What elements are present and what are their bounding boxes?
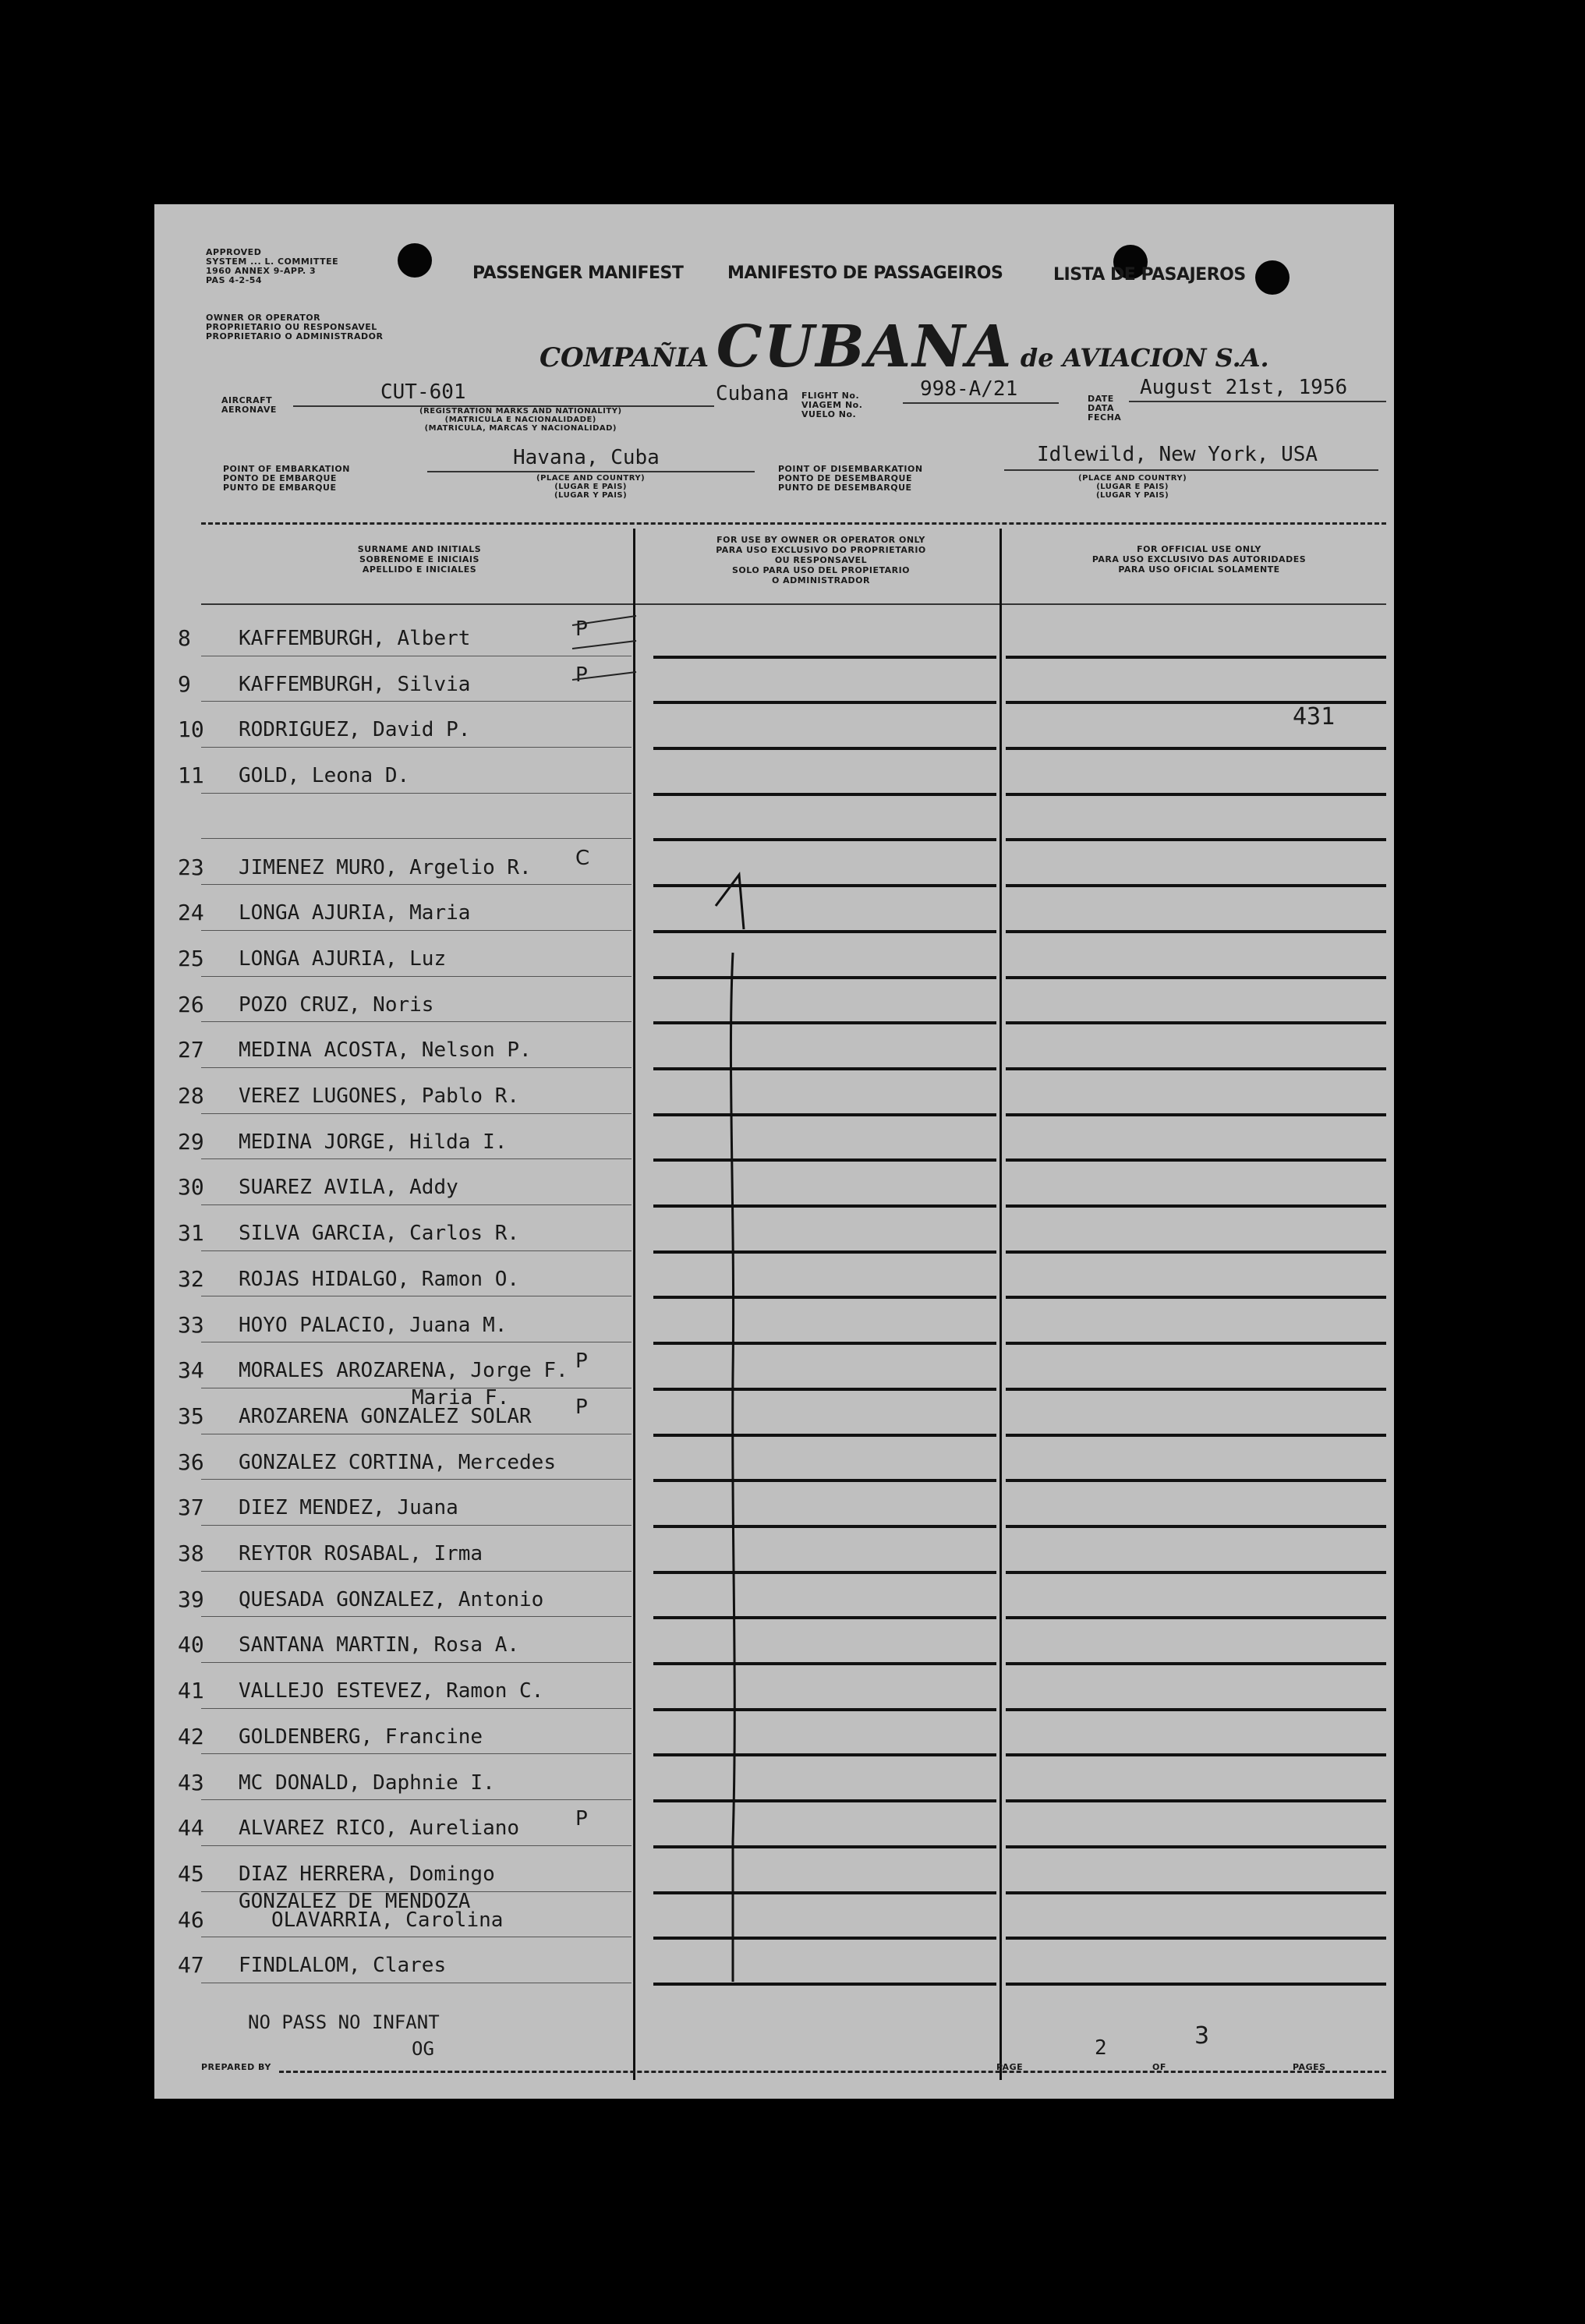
title-en: PASSENGER MANIFEST	[472, 264, 684, 283]
flight-value: 998-A/21	[920, 377, 1018, 401]
disembark-label: POINT OF DISEMBARKATION	[778, 464, 923, 474]
ditto-line	[731, 953, 734, 1982]
page-total: 3	[1194, 2022, 1210, 2050]
col-head-line: PARA USO EXCLUSIVO DO PROPRIETARIO	[716, 545, 926, 555]
approval-line: SYSTEM ... L. COMMITTEE	[206, 256, 339, 267]
place-sub-line: (LUGAR E PAIS)	[554, 483, 627, 491]
row-name: MORALES AROZARENA, Jorge F.	[239, 1359, 568, 1383]
row-mark: P	[575, 663, 588, 687]
row-number: 27	[178, 1037, 204, 1063]
row-number: 11	[178, 762, 204, 789]
row-number: 30	[178, 1174, 204, 1201]
official-note: 431	[1293, 703, 1336, 730]
row-number: 9	[178, 670, 191, 697]
row-mark: C	[575, 846, 590, 870]
row-number: 41	[178, 1678, 204, 1704]
owner-label: PROPRIETARIO OU RESPONSAVEL	[206, 322, 377, 332]
aircraft-label: AIRCRAFT	[221, 395, 273, 405]
row-name-above: GONZALEZ DE MENDOZA	[239, 1889, 471, 1913]
row-name: KAFFEMBURGH, Albert	[239, 627, 471, 650]
approval-line: APPROVED	[206, 247, 262, 257]
row-name: QUESADA GONZALEZ, Antonio	[239, 1587, 544, 1611]
pages-label: PAGES	[1293, 2062, 1326, 2072]
row-name: HOYO PALACIO, Juana M.	[239, 1313, 508, 1337]
row-mark: P	[575, 1807, 588, 1831]
row-mark: P	[575, 617, 588, 641]
row-number: 46	[178, 1906, 204, 1933]
row-name: MEDINA JORGE, Hilda I.	[239, 1130, 508, 1154]
row-number: 34	[178, 1357, 204, 1384]
date-label: DATE	[1088, 394, 1114, 404]
row-name: MC DONALD, Daphnie I.	[239, 1770, 495, 1795]
approval-line: 1960 ANNEX 9-APP. 3	[206, 266, 317, 276]
row-number: 37	[178, 1495, 204, 1521]
embark-value: Havana, Cuba	[513, 446, 660, 469]
row-name: LONGA AJURIA, Luz	[239, 946, 447, 971]
aircraft-sub-line: (REGISTRATION MARKS AND NATIONALITY)	[419, 407, 622, 416]
row-number: 47	[178, 1952, 204, 1979]
row-number: 29	[178, 1128, 204, 1155]
place-sub-line: (LUGAR Y PAIS)	[1095, 491, 1169, 500]
row-name: GOLDENBERG, Francine	[239, 1724, 483, 1749]
col-head-line: SOBRENOME E INICIAIS	[359, 554, 479, 564]
row-name: SILVA GARCIA, Carlos R.	[239, 1222, 520, 1246]
prepared-label: PREPARED BY	[201, 2062, 271, 2072]
disembark-label: PONTO DE DESEMBARQUE	[778, 473, 912, 483]
title-pt: MANIFESTO DE PASSAGEIROS	[727, 264, 1003, 283]
row-mark: P	[575, 1395, 588, 1419]
disembark-value: Idlewild, New York, USA	[1037, 443, 1318, 466]
place-sub-line: (LUGAR E PAIS)	[1096, 483, 1169, 491]
row-number: 24	[178, 900, 204, 926]
row-name: GOLD, Leona D.	[239, 764, 410, 788]
handwritten-marks	[154, 204, 1394, 2099]
manifest-sheet	[154, 204, 1394, 2099]
row-number: 32	[178, 1265, 204, 1292]
row-name: DIEZ MENDEZ, Juana	[239, 1496, 458, 1520]
row-name: DIAZ HERRERA, Domingo	[239, 1862, 495, 1886]
title-es: LISTA DE PASAJEROS	[1053, 265, 1246, 285]
col-head-line: SOLO PARA USO DEL PROPIETARIO	[731, 565, 911, 575]
flight-label: VUELO No.	[801, 409, 857, 419]
aircraft-sub-line: (MATRICULA E NACIONALIDADE)	[444, 416, 596, 424]
row-number: 39	[178, 1586, 204, 1612]
row-number: 38	[178, 1540, 204, 1566]
row-mark: P	[575, 1349, 588, 1374]
col-head-line: APELLIDO E INICIALES	[362, 564, 477, 575]
airline-short: Cubana	[716, 382, 789, 405]
owner-label: PROPRIETARIO O ADMINISTRADOR	[206, 331, 384, 341]
row-name: AROZARENA GONZALEZ SOLAR	[239, 1404, 532, 1428]
row-number: 8	[178, 625, 191, 651]
row-name: VALLEJO ESTEVEZ, Ramon C.	[239, 1679, 544, 1703]
owner-label: OWNER OR OPERATOR	[206, 313, 321, 323]
col-head-line: O ADMINISTRADOR	[771, 575, 871, 585]
row-name: ROJAS HIDALGO, Ramon O.	[239, 1267, 520, 1291]
page-label: PAGE	[996, 2062, 1024, 2072]
embark-label: PONTO DE EMBARQUE	[223, 473, 337, 483]
embark-label: PUNTO DE EMBARQUE	[223, 483, 337, 493]
place-sub-line: (PLACE AND COUNTRY)	[536, 474, 646, 483]
row-name: VEREZ LUGONES, Pablo R.	[239, 1084, 520, 1108]
row-name: SANTANA MARTIN, Rosa A.	[239, 1633, 520, 1657]
aircraft-sub-line: (MATRICULA, MARCAS Y NACIONALIDAD)	[424, 424, 617, 433]
col-head-line: PARA USO OFICIAL SOLAMENTE	[1118, 564, 1280, 575]
flight-label: VIAGEM No.	[801, 400, 863, 410]
row-name: ALVAREZ RICO, Aureliano	[239, 1816, 520, 1841]
row-number: 28	[178, 1083, 204, 1109]
row-number: 40	[178, 1632, 204, 1658]
flight-label: FLIGHT No.	[801, 391, 860, 401]
row-name: MEDINA ACOSTA, Nelson P.	[239, 1038, 532, 1063]
airline-suffix: de AVIACION S.A.	[1020, 343, 1269, 373]
col-head-line: OU RESPONSAVEL	[774, 555, 868, 565]
row-number: 26	[178, 991, 204, 1017]
row-name: GONZALEZ CORTINA, Mercedes	[239, 1450, 556, 1474]
row-name: POZO CRUZ, Noris	[239, 992, 434, 1017]
footer-rule	[279, 2071, 1386, 2073]
date-label: FECHA	[1088, 412, 1122, 423]
aircraft-value: CUT-601	[380, 380, 466, 404]
row-name: RODRIGUEZ, David P.	[239, 718, 471, 742]
date-label: DATA	[1088, 403, 1114, 413]
place-sub-line: (PLACE AND COUNTRY)	[1078, 474, 1187, 483]
col-head-line: FOR USE BY OWNER OR OPERATOR ONLY	[716, 535, 925, 545]
row-name: KAFFEMBURGH, Silvia	[239, 672, 471, 696]
row-number: 43	[178, 1769, 204, 1795]
row-number: 31	[178, 1220, 204, 1247]
col-head-line: SURNAME AND INITIALS	[357, 544, 482, 554]
place-sub-line: (LUGAR Y PAIS)	[554, 491, 628, 500]
row-name: FINDLALOM, Clares	[239, 1954, 447, 1978]
approval-line: PAS 4-2-54	[206, 275, 263, 285]
row-name: LONGA AJURIA, Maria	[239, 901, 471, 925]
row-number: 35	[178, 1403, 204, 1429]
footer-initials: OG	[412, 2038, 434, 2060]
page-number: 2	[1095, 2036, 1107, 2060]
col-head-line: PARA USO EXCLUSIVO DAS AUTORIDADES	[1091, 554, 1307, 564]
col-head-line: FOR OFFICIAL USE ONLY	[1137, 544, 1261, 554]
check-mark	[716, 875, 744, 929]
airline-prefix: COMPAÑIA	[540, 342, 709, 373]
row-name: JIMENEZ MURO, Argelio R.	[239, 855, 532, 879]
row-number: 33	[178, 1311, 204, 1338]
row-number: 10	[178, 716, 204, 743]
row-name: REYTOR ROSABAL, Irma	[239, 1542, 483, 1565]
footer-note: NO PASS NO INFANT	[248, 2011, 440, 2033]
row-name: OLAVARRIA, Carolina	[271, 1908, 504, 1932]
disembark-label: PUNTO DE DESEMBARQUE	[778, 483, 912, 493]
row-number: 36	[178, 1449, 204, 1475]
tick-strokes	[572, 616, 636, 680]
row-number: 45	[178, 1860, 204, 1887]
row-name-above: Maria F.	[412, 1385, 510, 1410]
row-number: 44	[178, 1815, 204, 1841]
row-number: 42	[178, 1723, 204, 1749]
row-number: 23	[178, 854, 204, 880]
aircraft-label: AERONAVE	[221, 405, 277, 415]
airline-name: CUBANA	[716, 313, 1014, 380]
row-name: SUAREZ AVILA, Addy	[239, 1176, 458, 1200]
row-number: 25	[178, 945, 204, 971]
date-value: August 21st, 1956	[1140, 376, 1348, 399]
embark-label: POINT OF EMBARKATION	[223, 464, 350, 474]
of-label: OF	[1152, 2062, 1166, 2072]
